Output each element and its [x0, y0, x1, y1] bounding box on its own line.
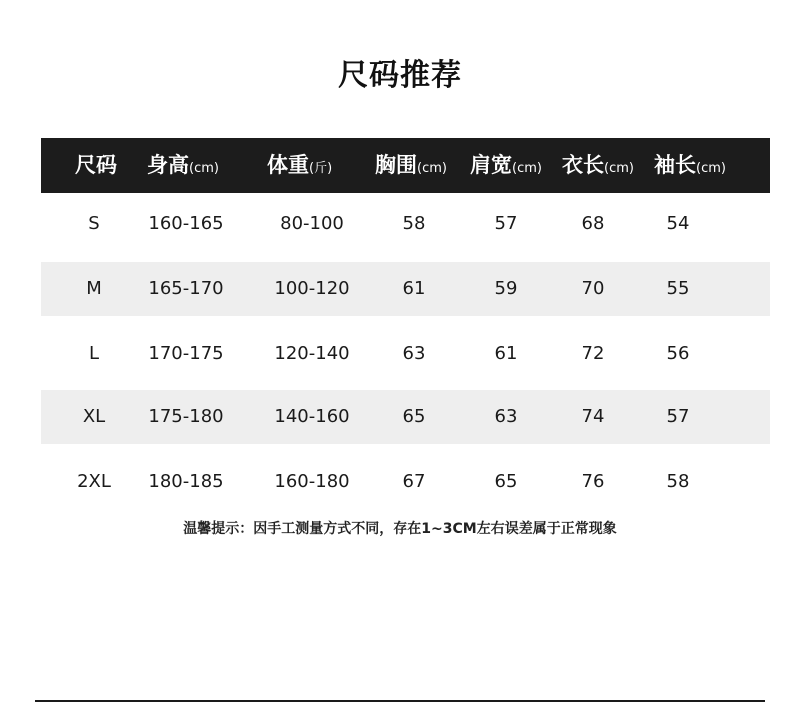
cell-height: 165-170	[148, 278, 224, 299]
cell-height: 175-180	[148, 406, 224, 427]
cell-sleeve: 57	[666, 406, 690, 427]
header-sleeve: 袖长(cm)	[654, 153, 726, 177]
cell-shoulder: 59	[494, 278, 518, 299]
cell-chest: 65	[402, 406, 426, 427]
cell-length: 76	[581, 471, 605, 492]
cell-chest: 58	[402, 213, 426, 234]
header-weight: 体重(斤)	[267, 153, 333, 177]
cell-shoulder: 65	[494, 471, 518, 492]
page-title: 尺码推荐	[338, 58, 462, 93]
cell-sleeve: 56	[666, 343, 690, 364]
header-size: 尺码	[75, 153, 117, 177]
cell-size: S	[88, 213, 100, 234]
cell-height: 170-175	[148, 343, 224, 364]
bottom-divider	[35, 700, 765, 702]
cell-weight: 100-120	[274, 278, 350, 299]
cell-weight: 80-100	[280, 213, 344, 234]
cell-size: XL	[82, 406, 106, 427]
table-row	[41, 327, 770, 381]
cell-length: 70	[581, 278, 605, 299]
table-row	[41, 455, 770, 509]
cell-chest: 61	[402, 278, 426, 299]
cell-shoulder: 63	[494, 406, 518, 427]
table-row	[41, 390, 770, 444]
cell-sleeve: 55	[666, 278, 690, 299]
header-shoulder: 肩宽(cm)	[470, 153, 542, 177]
cell-chest: 67	[402, 471, 426, 492]
cell-height: 180-185	[148, 471, 224, 492]
cell-size: 2XL	[77, 471, 111, 492]
cell-size: L	[88, 343, 100, 364]
table-row	[41, 197, 770, 251]
cell-weight: 120-140	[274, 343, 350, 364]
cell-shoulder: 61	[494, 343, 518, 364]
cell-sleeve: 54	[666, 213, 690, 234]
cell-size: M	[86, 278, 102, 299]
cell-length: 68	[581, 213, 605, 234]
table-header	[41, 138, 770, 193]
cell-shoulder: 57	[494, 213, 518, 234]
cell-length: 72	[581, 343, 605, 364]
header-chest: 胸围(cm)	[375, 153, 447, 177]
table-row	[41, 262, 770, 316]
cell-sleeve: 58	[666, 471, 690, 492]
header-length: 衣长(cm)	[562, 153, 634, 177]
measurement-note: 温馨提示：因手工测量方式不同，存在1~3CM左右误差属于正常现象	[183, 521, 617, 537]
cell-length: 74	[581, 406, 605, 427]
cell-weight: 160-180	[274, 471, 350, 492]
cell-height: 160-165	[148, 213, 224, 234]
cell-weight: 140-160	[274, 406, 350, 427]
header-height: 身高(cm)	[147, 153, 219, 177]
cell-chest: 63	[402, 343, 426, 364]
